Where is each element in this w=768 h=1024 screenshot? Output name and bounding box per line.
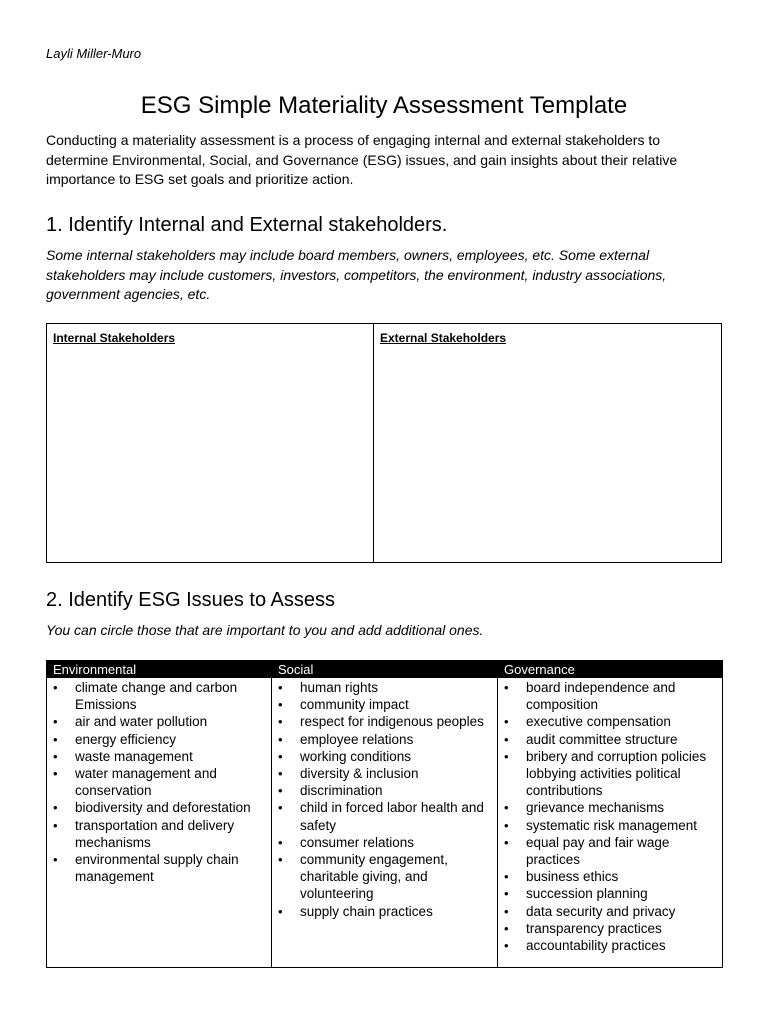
section1-heading: 1. Identify Internal and External stakeholders. bbox=[46, 214, 448, 236]
issue-item: • succession planning bbox=[498, 885, 722, 902]
section2-note: You can circle those that are important to you and add additional ones. bbox=[46, 622, 484, 638]
issue-item: • water management and conservation bbox=[47, 765, 271, 799]
issue-item: • audit committee structure bbox=[498, 731, 722, 748]
internal-stakeholders-cell[interactable] bbox=[47, 324, 374, 562]
external-stakeholders-label: External Stakeholders bbox=[380, 331, 507, 345]
governance-header: Governance bbox=[498, 661, 722, 678]
issue-item: • air and water pollution bbox=[47, 713, 271, 730]
intro-paragraph: Conducting a materiality assessment is a process of engaging internal and external stakeholders to determine Environmental, Social, and Governance (ESG) issues, and gain insights about their relative importance to ESG set goals and prioritize action. bbox=[46, 132, 678, 187]
stakeholders-table bbox=[46, 323, 722, 563]
issue-item: • environmental supply chain management bbox=[47, 851, 271, 885]
issue-item: • energy efficiency bbox=[47, 731, 271, 748]
issue-item: • biodiversity and deforestation bbox=[47, 799, 271, 816]
issue-item: • accountability practices bbox=[498, 937, 722, 954]
issue-item: • climate change and carbon Emissions bbox=[47, 679, 271, 713]
issue-item: • waste management bbox=[47, 748, 271, 765]
esg-issues-table bbox=[46, 660, 723, 968]
issue-item: • equal pay and fair wage practices bbox=[498, 834, 722, 868]
external-stakeholders-cell[interactable] bbox=[374, 324, 721, 562]
issue-item: • community impact bbox=[272, 696, 497, 713]
governance-list bbox=[498, 679, 722, 954]
social-column bbox=[272, 678, 498, 967]
issue-item: • board independence and composition bbox=[498, 679, 722, 713]
issue-item: • respect for indigenous peoples bbox=[272, 713, 497, 730]
environmental-header: Environmental bbox=[47, 661, 272, 678]
issue-item: • executive compensation bbox=[498, 713, 722, 730]
issue-item: • transportation and delivery mechanisms bbox=[47, 817, 271, 851]
issue-item: • business ethics bbox=[498, 868, 722, 885]
social-header: Social bbox=[272, 661, 498, 678]
issue-item: • child in forced labor health and safety bbox=[272, 799, 497, 833]
environmental-list bbox=[47, 679, 271, 885]
section2-heading: 2. Identify ESG Issues to Assess bbox=[46, 589, 336, 611]
issue-item: • systematic risk management bbox=[498, 817, 722, 834]
issue-item: • community engagement, charitable giving, and volunteering bbox=[272, 851, 497, 903]
issue-item: • supply chain practices bbox=[272, 903, 497, 920]
issue-item: • transparency practices bbox=[498, 920, 722, 937]
internal-stakeholders-label: Internal Stakeholders bbox=[53, 331, 176, 345]
governance-column bbox=[498, 678, 722, 967]
social-list bbox=[272, 679, 497, 920]
issue-item: • grievance mechanisms bbox=[498, 799, 722, 816]
issue-item: • human rights bbox=[272, 679, 497, 696]
section1-note: Some internal stakeholders may include board members, owners, employees, etc. Some external stakeholders may include customers, investors, competitors, the environment, industry associations, government agencies, etc. bbox=[46, 247, 667, 302]
issue-item: • diversity & inclusion bbox=[272, 765, 497, 782]
environmental-column bbox=[47, 678, 272, 967]
document-title: ESG Simple Materiality Assessment Template bbox=[140, 92, 628, 119]
issue-item: • data security and privacy bbox=[498, 903, 722, 920]
issue-item: • consumer relations bbox=[272, 834, 497, 851]
issue-item: • bribery and corruption policies lobbying activities political contributions bbox=[498, 748, 722, 800]
issue-item: • employee relations bbox=[272, 731, 497, 748]
author-name: Layli Miller-Muro bbox=[46, 46, 142, 61]
issue-item: • working conditions bbox=[272, 748, 497, 765]
issue-item: • discrimination bbox=[272, 782, 497, 799]
